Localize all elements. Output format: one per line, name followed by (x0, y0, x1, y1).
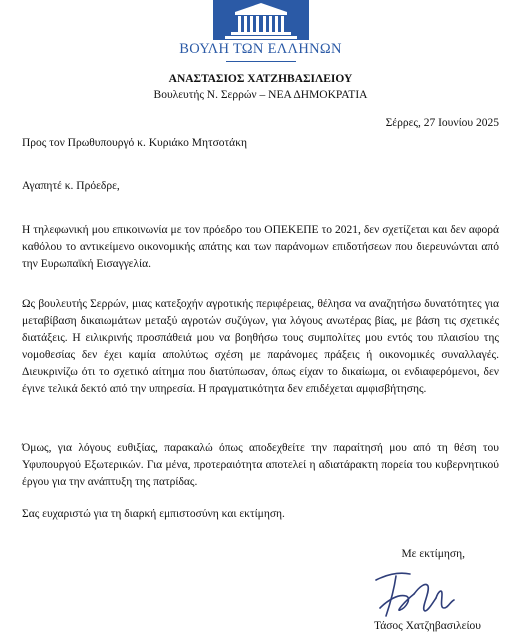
salutation: Αγαπητέ κ. Πρόεδρε, (22, 180, 120, 192)
recipient-line: Προς τον Πρωθυπουργό κ. Κυριάκο Μητσοτάκη (22, 137, 248, 149)
parliament-building-icon (213, 0, 309, 40)
handwritten-signature-icon (370, 564, 456, 624)
closing: Με εκτίμηση, (401, 548, 465, 560)
signer-name: Τάσος Χατζηβασιλείου (373, 620, 481, 632)
institution-name: ΒΟΥΛΗ ΤΩΝ ΕΛΛΗΝΩΝ (179, 41, 342, 57)
paragraph-4: Σας ευχαριστώ για τη διαρκή εμπιστοσύνη και εκτίμηση. (22, 508, 285, 520)
paragraph-2: Ως βουλευτής Σερρών, μιας κατεξοχήν αγροτικής περιφέρειας, θέλησα να αναζητήσω δυνατότητες για μεταβίβαση δικαιωμάτων μεταξύ αγροτών συζύγων, για λόγους ανωτέρας βίας, με βάση τις σχετικές διατάξεις. Η ειλικρινής προσπάθειά μου να βοηθήσω τους συμπολίτες μου εντός του πλαισίου της νομοθεσίας δεν έχει καμία απολύτως σχέση με παράνομες πράξεις ή οικονομικές συναλλαγές. Διευκρινίζω ότι το σχετικό αίτημα που διατύπωσαν, όπως είχαν το δικαίωμα, οι ενδιαφερόμενοι, δεν έγινε τελικά δεκτό από την υπηρεσία. Η πραγματικότητα δεν επιδέχεται αμφισβήτησης. (22, 298, 499, 395)
letter-date: Σέρρες, 27 Ιουνίου 2025 (385, 117, 499, 129)
letterhead-divider (226, 61, 296, 62)
sender-name: ΑΝΑΣΤΑΣΙΟΣ ΧΑΤΖΗΒΑΣΙΛΕΙΟΥ (168, 73, 353, 85)
paragraph-1: Η τηλεφωνική μου επικοινωνία με τον πρόεδρο του ΟΠΕΚΕΠΕ το 2021, δεν σχετίζεται και δεν αφορά καθόλου το αντικείμενο οικονομικής απάτης και των παράνομων επιδοτήσεων που διερευνώνται από την Ευρωπαϊκή Εισαγγελία. (22, 224, 499, 270)
sender-role: Βουλευτής Ν. Σερρών – ΝΕΑ ΔΗΜΟΚΡΑΤΙΑ (153, 89, 368, 101)
paragraph-3: Όμως, για λόγους ευθιξίας, παρακαλώ όπως αποδεχθείτε την παραίτησή μου από τη θέση του Υφυπουργού Εξωτερικών. Για μένα, προτεραιότητα αποτελεί η αδιατάρακτη πορεία του κυβερνητικού έργου για την ανάπτυξη της πατρίδας. (22, 442, 499, 488)
